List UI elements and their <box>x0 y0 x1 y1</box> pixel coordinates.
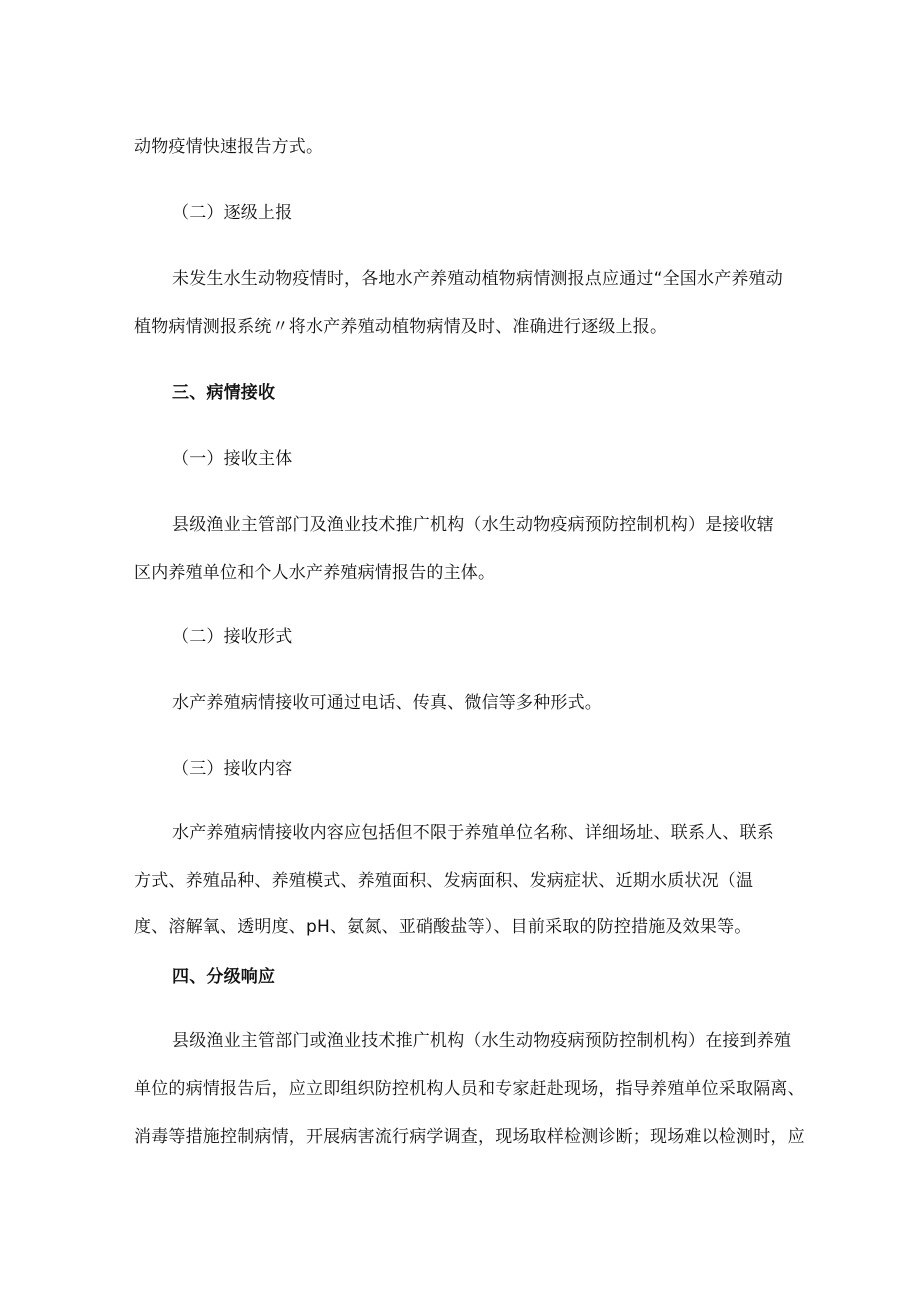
text-line: 消毒等措施控制病情，开展病害流行病学调查，现场取样检测诊断；现场难以检测时，应 <box>134 1127 805 1147</box>
text-line: 水产养殖病情接收内容应包括但不限于养殖单位名称、详细场址、联系人、联系 <box>172 823 774 843</box>
text-line: 未发生水生动物疫情时，各地水产养殖动植物病情测报点应通过“全国水产养殖动 <box>172 269 784 289</box>
subheading-line: （三）接收内容 <box>172 759 293 779</box>
subheading-line: （二）接收形式 <box>172 627 293 647</box>
text-line: 单位的病情报告后，应立即组织防控机构人员和专家赶赴现场，指导养殖单位采取隔离、 <box>134 1079 805 1099</box>
subheading-line: （二）逐级上报 <box>172 203 293 223</box>
text-line: 植物病情测报系统〃将水产养殖动植物病情及时、准确进行逐级上报。 <box>134 317 668 337</box>
text-line: 度、溶解氧、透明度、pH、氨氮、亚硝酸盐等）、目前采取的防控措施及效果等。 <box>134 917 752 937</box>
text-line: 县级渔业主管部门及渔业技术推广机构（水生动物疫病预防控制机构）是接收辖 <box>172 515 774 535</box>
text-line: 方式、养殖品种、养殖模式、养殖面积、发病面积、发病症状、近期水质状况（温 <box>134 871 754 891</box>
subheading-line: （一）接收主体 <box>172 449 293 469</box>
text-line: 区内养殖单位和个人水产养殖病情报告的主体。 <box>134 563 496 583</box>
text-line: 县级渔业主管部门或渔业技术推广机构（水生动物疫病预防控制机构）在接到养殖 <box>172 1031 792 1051</box>
section-heading: 四、分级响应 <box>172 967 276 987</box>
text-line: 动物疫情快速报告方式。 <box>134 137 324 157</box>
section-heading: 三、病情接收 <box>172 383 276 403</box>
text-line: 水产养殖病情接收可通过电话、传真、微信等多种形式。 <box>172 693 602 713</box>
